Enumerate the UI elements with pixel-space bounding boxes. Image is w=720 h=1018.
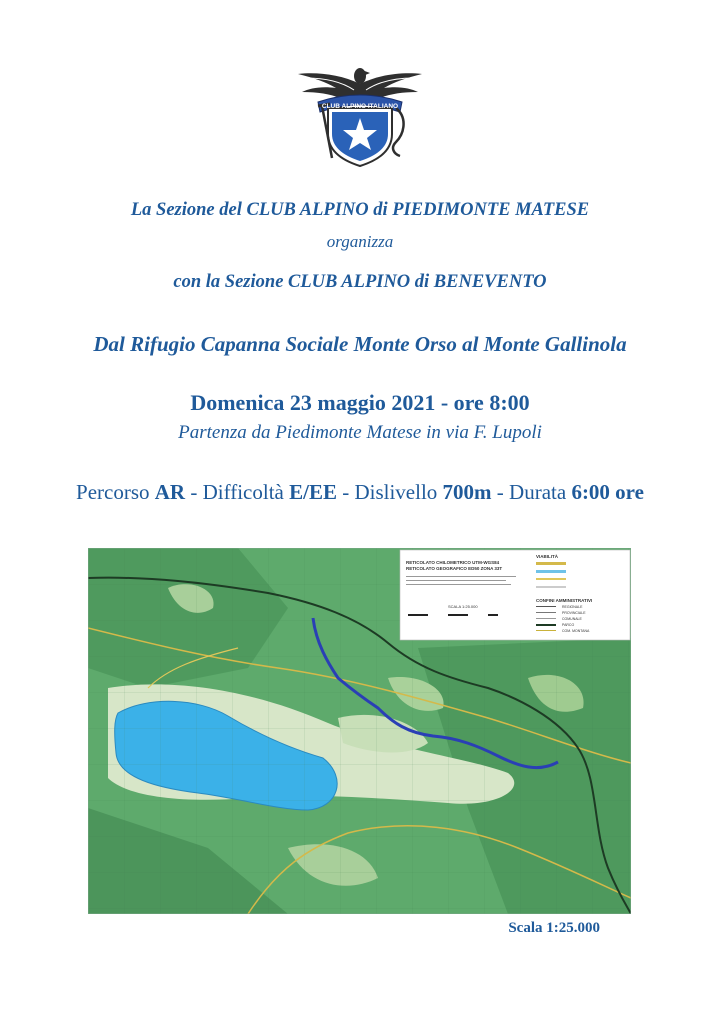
event-title: Dal Rifugio Capanna Sociale Monte Orso al Monte Gallinola <box>93 332 627 356</box>
legend-scale: SCALA 1:25.000 <box>448 604 478 609</box>
dislivello-label: - Dislivello <box>336 480 443 504</box>
partner-line: con la Sezione CLUB ALPINO di BENEVENTO <box>173 272 547 292</box>
legend-title: RETICOLATO CHILOMETRICO UTM-WGS84 <box>406 560 500 565</box>
event-details <box>0 480 720 505</box>
legend-item: COM. MONTANA <box>562 629 590 633</box>
logo-text: CLUB ALPINO ITALIANO <box>321 103 399 110</box>
organizza-line: organizza <box>326 232 394 251</box>
event-departure: Partenza da Piedimonte Matese in via F. Lupoli <box>178 422 542 443</box>
legend-viabilita: VIABILITÀ <box>536 554 558 559</box>
durata-label: - Durata <box>491 480 572 504</box>
percorso-value: AR <box>154 480 186 504</box>
durata-value: 6:00 ore <box>571 480 644 504</box>
legend-item: PARCO <box>562 623 575 627</box>
legend-item: PROVINCIALE <box>562 611 586 615</box>
dislivello-value: 700m <box>442 480 492 504</box>
organization-line: La Sezione del CLUB ALPINO di PIEDIMONTE MATESE <box>130 200 590 220</box>
difficolta-label: - Difficoltà <box>185 480 290 504</box>
percorso-label: Percorso <box>76 480 155 504</box>
legend-item: REGIONALE <box>562 605 583 609</box>
legend-confini: CONFINI AMMINISTRATIVI <box>536 598 593 603</box>
legend-item: COMUNALE <box>562 617 582 621</box>
cai-logo <box>296 62 424 168</box>
route-map <box>88 548 631 914</box>
map-scale-label: Scala 1:25.000 <box>508 920 600 936</box>
legend-title-2: RETICOLATO GEOGRAFICO ED50 ZONA 33T <box>406 566 503 571</box>
difficolta-value: E/EE <box>289 480 337 504</box>
event-date: Domenica 23 maggio 2021 - ore 8:00 <box>190 390 530 415</box>
